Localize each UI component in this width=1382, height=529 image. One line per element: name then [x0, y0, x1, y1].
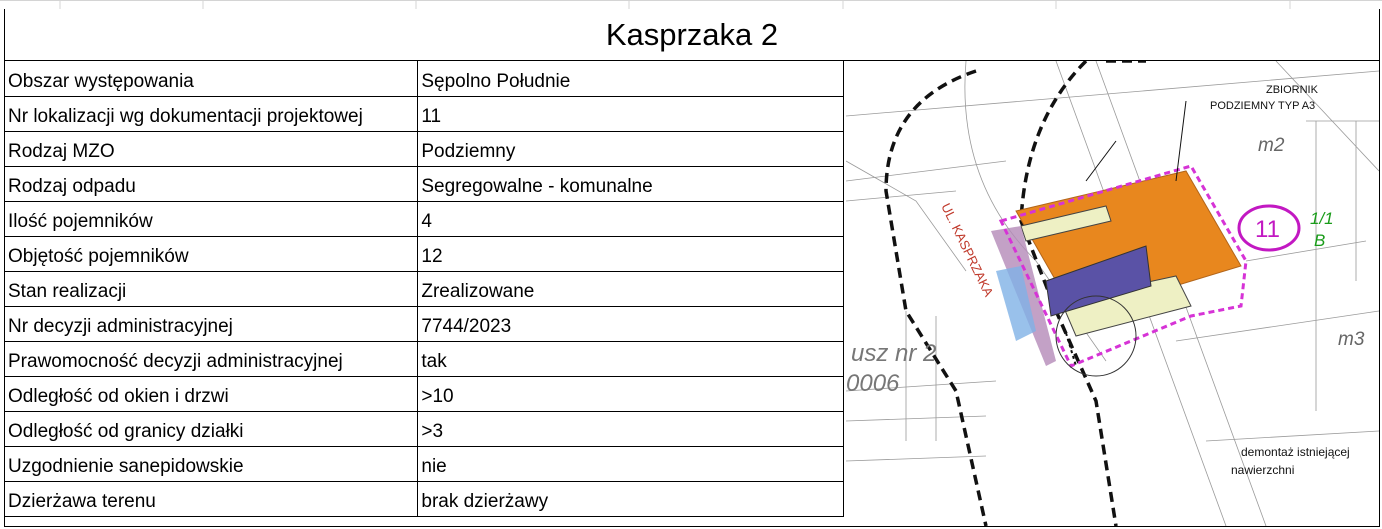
- area-m2-label: m2: [1258, 135, 1285, 156]
- table-row: [5, 446, 844, 481]
- tank-label-line1: ZBIORNIK: [1266, 84, 1318, 96]
- parcel-fraction: 1/1: [1310, 209, 1334, 228]
- row-value-cell[interactable]: Podziemny: [418, 131, 844, 166]
- table-row: [5, 61, 844, 96]
- row-value-cell[interactable]: 4: [418, 201, 844, 236]
- spreadsheet-card: [4, 9, 1380, 527]
- table-row: [5, 166, 844, 201]
- table-row: [5, 131, 844, 166]
- sheet-title[interactable]: Kasprzaka 2: [5, 9, 1379, 61]
- row-label-cell[interactable]: Rodzaj MZO: [5, 131, 418, 166]
- street-label: UL. KASPRZAKA: [938, 200, 997, 299]
- construction-area: [991, 101, 1246, 376]
- row-label-cell[interactable]: Objętość pojemników: [5, 236, 418, 271]
- site-plan-drawing: [846, 61, 1379, 526]
- table-row: [5, 271, 844, 306]
- info-table: [5, 61, 844, 517]
- row-value-cell[interactable]: >10: [418, 376, 844, 411]
- row-label-cell[interactable]: Rodzaj odpadu: [5, 166, 418, 201]
- row-value-cell[interactable]: >3: [418, 411, 844, 446]
- row-label-cell[interactable]: Obszar występowania: [5, 61, 418, 96]
- row-label-cell[interactable]: Prawomocność decyzji administracyjnej: [5, 341, 418, 376]
- row-value-cell[interactable]: 12: [418, 236, 844, 271]
- table-row: [5, 411, 844, 446]
- row-value-cell[interactable]: 11: [418, 96, 844, 131]
- table-row: [5, 96, 844, 131]
- tank-label-line2: PODZIEMNY TYP A3: [1210, 100, 1316, 112]
- table-row: [5, 376, 844, 411]
- row-value-cell[interactable]: brak dzierżawy: [418, 481, 844, 516]
- district-text: usz nr 2: [851, 340, 937, 367]
- row-value-cell[interactable]: Zrealizowane: [418, 271, 844, 306]
- site-plan-image[interactable]: [846, 61, 1379, 526]
- row-label-cell[interactable]: Stan realizacji: [5, 271, 418, 306]
- row-value-cell[interactable]: nie: [418, 446, 844, 481]
- row-label-cell[interactable]: Odległość od granicy działki: [5, 411, 418, 446]
- removal-label-line1: demontaż istniejącej: [1241, 445, 1350, 459]
- location-number: 11: [1255, 216, 1280, 243]
- area-m3-label: m3: [1338, 329, 1365, 350]
- row-label-cell[interactable]: Dzierżawa terenu: [5, 481, 418, 516]
- row-value-cell[interactable]: tak: [418, 341, 844, 376]
- table-row: [5, 341, 844, 376]
- row-label-cell[interactable]: Nr decyzji administracyjnej: [5, 306, 418, 341]
- table-row: [5, 481, 844, 516]
- removal-label-line2: nawierzchni: [1231, 463, 1295, 477]
- row-label-cell[interactable]: Odległość od okien i drzwi: [5, 376, 418, 411]
- table-row: [5, 306, 844, 341]
- row-label-cell[interactable]: Nr lokalizacji wg dokumentacji projektowej: [5, 96, 418, 131]
- parcel-class: B: [1314, 231, 1326, 250]
- row-label-cell[interactable]: Ilość pojemników: [5, 201, 418, 236]
- row-value-cell[interactable]: Segregowalne - komunalne: [418, 166, 844, 201]
- row-value-cell[interactable]: Sępolno Południe: [418, 61, 844, 96]
- table-row: [5, 201, 844, 236]
- row-value-cell[interactable]: 7744/2023: [418, 306, 844, 341]
- table-row: [5, 236, 844, 271]
- sheet-grid-top: [0, 0, 1382, 9]
- row-label-cell[interactable]: Uzgodnienie sanepidowskie: [5, 446, 418, 481]
- number-text: 0006: [846, 370, 900, 397]
